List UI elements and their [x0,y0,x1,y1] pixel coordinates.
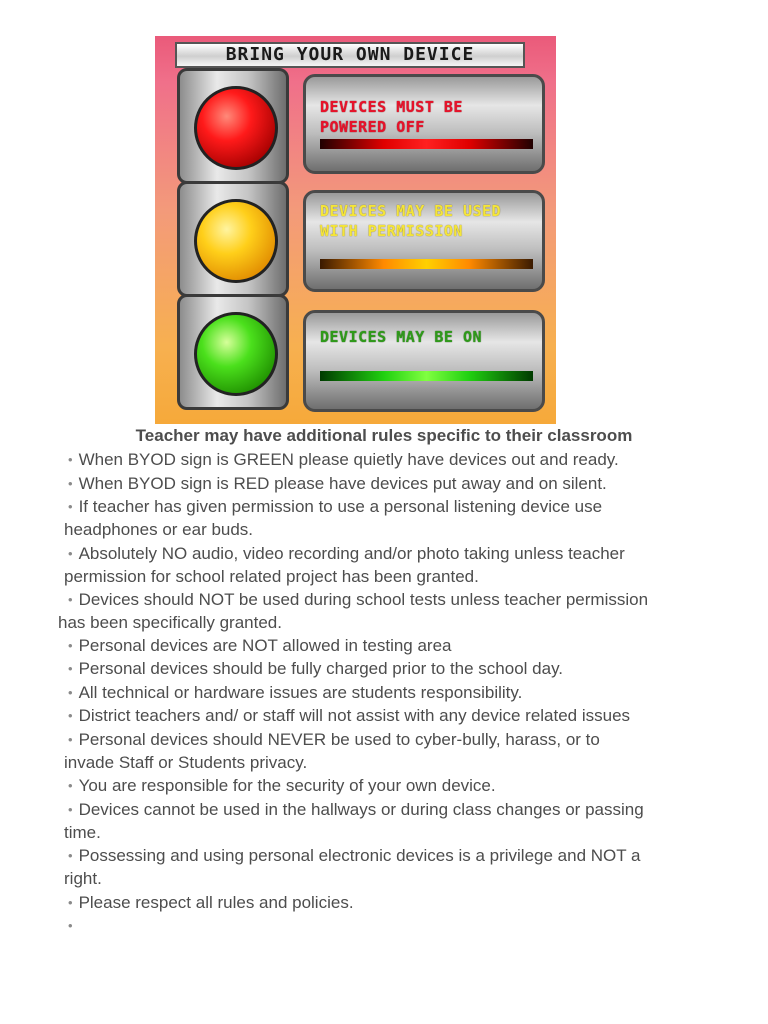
rule-text: District teachers and/ or staff will not assist with any device related issues [78,706,631,725]
byod-poster [155,36,556,424]
rule-item [68,634,452,657]
bullet-icon: • [68,732,73,747]
rule-item [68,657,563,680]
green-light-icon [194,312,278,396]
rule-item [68,448,619,471]
bullet-icon: • [68,918,73,933]
rule-item [68,891,354,914]
yellow-signal-text: DEVICES MAY BE USED WITH PERMISSION [320,202,502,240]
bullet-icon: • [68,661,73,676]
rules-heading: Teacher may have additional rules specific to their classroom [135,426,633,445]
rule-item [68,728,600,751]
rule-text: Possessing and using personal electronic devices is a privilege and NOT a [78,846,641,865]
rule-text: Personal devices should NEVER be used to cyber-bully, harass, or to [78,730,600,749]
poster-title: BRING YOUR OWN DEVICE [175,42,525,68]
bullet-icon: • [68,708,73,723]
rule-text-continuation: permission for school related project has been granted. [64,567,479,586]
rule-text: Devices should NOT be used during school tests unless teacher permission [78,590,649,609]
rule-text: When BYOD sign is RED please have devices put away and on silent. [78,474,607,493]
red-signal-panel [303,74,545,174]
bullet-icon: • [68,802,73,817]
red-signal-text: DEVICES MUST BE POWERED OFF [320,98,463,136]
rule-item [68,472,607,495]
rule-item [68,774,496,797]
rule-item [68,798,644,821]
rule-text-continuation: right. [64,869,102,888]
rule-text: Devices cannot be used in the hallways or during class changes or passing [78,800,644,819]
bullet-icon: • [68,452,73,467]
bullet-icon: • [68,848,73,863]
bullet-icon: • [68,476,73,491]
bullet-icon: • [68,546,73,561]
rule-text: Please respect all rules and policies. [78,893,354,912]
rule-item [68,844,641,867]
bullet-icon: • [68,778,73,793]
red-signal-bar [320,139,533,149]
yellow-signal-panel [303,190,545,292]
rule-item [68,495,602,518]
rule-text: If teacher has given permission to use a personal listening device use [78,497,603,516]
bullet-icon: • [68,499,73,514]
rule-item [68,914,79,937]
green-signal-text: DEVICES MAY BE ON [320,328,483,346]
bullet-icon: • [68,638,73,653]
green-light-housing [177,294,289,410]
red-light-housing [177,68,289,184]
bullet-icon: • [68,592,73,607]
yellow-signal-bar [320,259,533,269]
rule-text: When BYOD sign is GREEN please quietly have devices out and ready. [78,450,619,469]
yellow-light-icon [194,199,278,283]
rule-item [68,681,522,704]
bullet-icon: • [68,685,73,700]
rule-text: You are responsible for the security of your own device. [78,776,496,795]
bullet-icon: • [68,895,73,910]
yellow-light-housing [177,181,289,297]
rule-text: All technical or hardware issues are students responsibility. [78,683,523,702]
rule-text: Personal devices are NOT allowed in testing area [78,636,452,655]
rule-item [68,542,625,565]
rule-text: Absolutely NO audio, video recording and/or photo taking unless teacher [78,544,625,563]
red-light-icon [194,86,278,170]
green-signal-bar [320,371,533,381]
rule-text-continuation: invade Staff or Students privacy. [64,753,308,772]
rule-text-continuation: has been specifically granted. [58,613,282,632]
rule-text: Personal devices should be fully charged prior to the school day. [78,659,564,678]
rule-text-continuation: headphones or ear buds. [64,520,254,539]
rule-item [68,704,630,727]
green-signal-panel [303,310,545,412]
rule-text-continuation: time. [64,823,101,842]
rule-item [68,588,648,611]
